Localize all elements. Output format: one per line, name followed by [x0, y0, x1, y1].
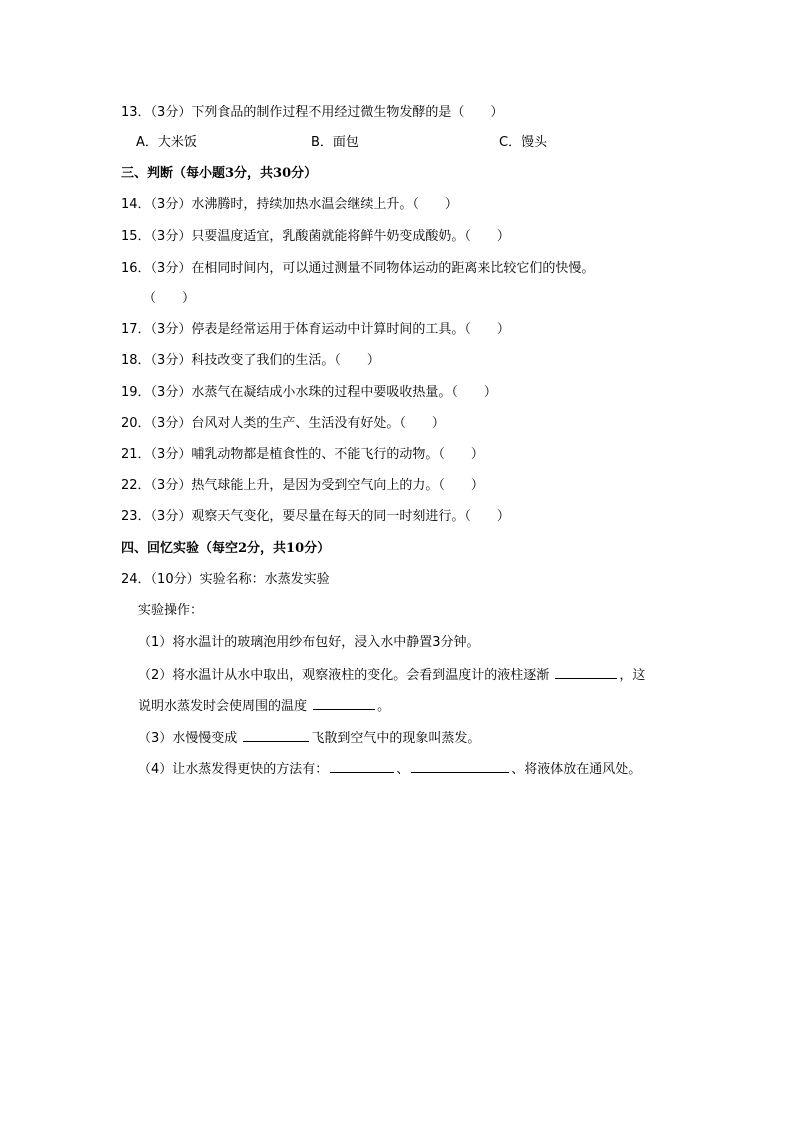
- experiment-step-1: （1）将水温计的玻璃泡用纱布包好，浸入水中静置3分钟。: [138, 635, 480, 650]
- question-19: 19．（3分）水蒸气在凝结成小水珠的过程中要吸收热量。（ ）: [121, 385, 497, 400]
- section-3-title: 三、判断（每小题3分，共30分）: [121, 166, 318, 181]
- step-4-text: （4）让水蒸发得更快的方法有：: [138, 762, 329, 777]
- step-2-blank-1[interactable]: [555, 664, 617, 679]
- experiment-step-3: [138, 727, 480, 749]
- question-15: 15．（3分）只要温度适宜，乳酸菌就能将鲜牛奶变成酸奶。（ ）: [121, 229, 510, 244]
- step-4-sep: 、: [396, 762, 410, 777]
- question-13: 13．（3分）下列食品的制作过程不用经过微生物发酵的是（ ）: [121, 105, 504, 120]
- step-3-blank[interactable]: [243, 727, 309, 742]
- question-16-paren: （ ）: [143, 291, 196, 306]
- question-24: 24．（10分）实验名称：水蒸发实验: [121, 572, 330, 587]
- question-23: 23．（3分）观察天气变化，要尽量在每天的同一时刻进行。（ ）: [121, 509, 510, 524]
- question-18: 18．（3分）科技改变了我们的生活。（ ）: [121, 353, 380, 368]
- step-4-blank-1[interactable]: [330, 758, 394, 773]
- step-2-blank-2[interactable]: [313, 695, 375, 710]
- step-2-text-cont: ，这: [619, 668, 646, 683]
- question-16: 16．（3分）在相同时间内，可以通过测量不同物体运动的距离来比较它们的快慢。: [121, 261, 595, 276]
- step-2-text: （2）将水温计从水中取出，观察液柱的变化。会看到温度计的液柱逐渐: [138, 668, 550, 683]
- step-4-blank-2[interactable]: [411, 758, 509, 773]
- q13-option-c: C．馒头: [499, 135, 548, 150]
- question-22: 22．（3分）热气球能上升，是因为受到空气向上的力。（ ）: [121, 478, 484, 493]
- experiment-step-2: [138, 664, 645, 686]
- step-3-text: （3）水慢慢变成: [138, 731, 238, 746]
- q13-option-b: B．面包: [311, 135, 359, 150]
- step-2-text-2: 说明水蒸发时会使周围的温度: [138, 699, 308, 714]
- experiment-step-4: [138, 758, 641, 780]
- question-17: 17．（3分）停表是经常运用于体育运动中计算时间的工具。（ ）: [121, 322, 510, 337]
- q13-option-a: A．大米饭: [136, 135, 197, 150]
- step-3-text-cont: 飞散到空气中的现象叫蒸发。: [311, 731, 481, 746]
- question-21: 21．（3分）哺乳动物都是植食性的、不能飞行的动物。（ ）: [121, 447, 484, 462]
- experiment-step-2-line-2: [138, 695, 390, 717]
- section-4-title: 四、回忆实验（每空2分，共10分）: [121, 541, 331, 556]
- step-2-end: 。: [377, 699, 391, 714]
- question-14: 14．（3分）水沸腾时，持续加热水温会继续上升。（ ）: [121, 197, 458, 212]
- step-4-text-end: 、将液体放在通风处。: [511, 762, 642, 777]
- question-20: 20．（3分）台风对人类的生产、生活没有好处。（ ）: [121, 416, 445, 431]
- experiment-operation-label: 实验操作：: [138, 603, 204, 618]
